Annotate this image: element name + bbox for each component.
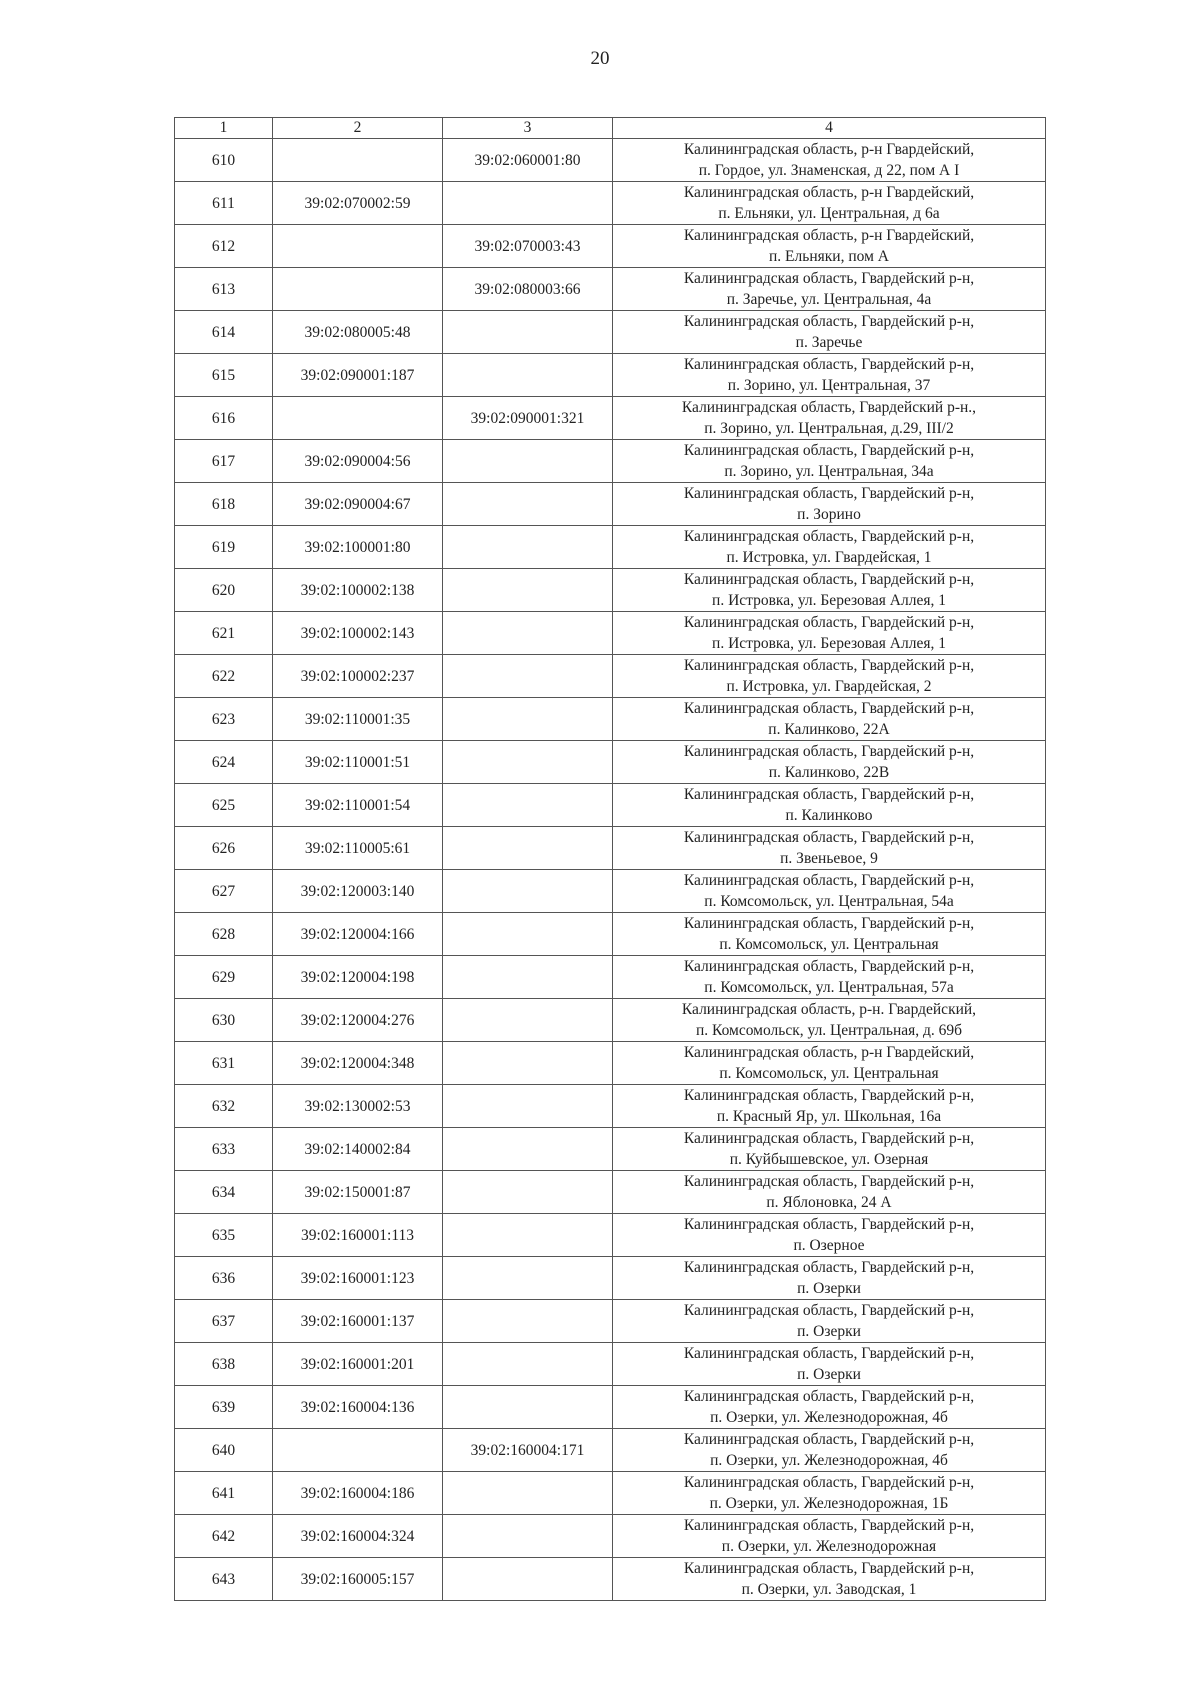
row-number-cell: 623	[175, 698, 273, 741]
row-number-cell: 643	[175, 1558, 273, 1601]
address-line-region: Калининградская область, Гвардейский р-н,	[683, 786, 975, 803]
cadastral-number-cell: 39:02:120004:348	[273, 1042, 443, 1085]
row-number-cell: 619	[175, 526, 273, 569]
premises-cadastral-number-cell	[443, 1386, 613, 1429]
premises-cadastral-number-cell	[443, 784, 613, 827]
address-cell	[613, 1386, 1046, 1429]
cadastral-number-cell: 39:02:090004:56	[273, 440, 443, 483]
address-line-locality: п. Красный Яр, ул. Школьная, 16а	[716, 1108, 942, 1125]
address-line-locality: п. Ельняки, пом А	[769, 248, 889, 265]
row-number-cell: 630	[175, 999, 273, 1042]
table-row	[175, 1257, 1046, 1300]
address-line-locality: п. Калинково	[785, 807, 873, 824]
address-cell	[613, 612, 1046, 655]
premises-cadastral-number-cell	[443, 1343, 613, 1386]
premises-cadastral-number-cell	[443, 741, 613, 784]
row-number-cell: 626	[175, 827, 273, 870]
cadastral-number-cell: 39:02:110001:51	[273, 741, 443, 784]
address-line-locality: п. Озерки, ул. Железнодорожная, 4б	[710, 1409, 948, 1426]
address-cell	[613, 827, 1046, 870]
address-line-locality: п. Озерки, ул. Железнодорожная, 1Б	[709, 1495, 949, 1512]
address-cell	[613, 1128, 1046, 1171]
address-line-locality: п. Калинково, 22А	[768, 721, 890, 738]
address-cell	[613, 784, 1046, 827]
table-row	[175, 1558, 1046, 1601]
address-cell	[613, 397, 1046, 440]
address-cell	[613, 311, 1046, 354]
premises-cadastral-number-cell: 39:02:060001:80	[443, 139, 613, 182]
address-line-locality: п. Зорино, ул. Центральная, 37	[727, 377, 931, 394]
address-cell	[613, 1515, 1046, 1558]
address-line-region: Калининградская область, Гвардейский р-н,	[683, 356, 975, 373]
cadastral-number-cell: 39:02:160001:137	[273, 1300, 443, 1343]
cadastral-number-cell: 39:02:080005:48	[273, 311, 443, 354]
cadastral-number-cell: 39:02:160004:186	[273, 1472, 443, 1515]
table-row	[175, 1042, 1046, 1085]
table-row	[175, 612, 1046, 655]
table-row	[175, 1343, 1046, 1386]
cadastral-number-cell: 39:02:120004:198	[273, 956, 443, 999]
table-row	[175, 182, 1046, 225]
address-cell	[613, 1042, 1046, 1085]
table-row	[175, 1300, 1046, 1343]
address-line-region: Калининградская область, Гвардейский р-н,	[683, 571, 975, 588]
address-line-locality: п. Озерное	[793, 1237, 865, 1254]
address-line-region: Калининградская область, Гвардейский р-н.,	[681, 399, 977, 416]
address-cell	[613, 268, 1046, 311]
address-line-locality: п. Озерки, ул. Железнодорожная, 4б	[710, 1452, 948, 1469]
premises-cadastral-number-cell	[443, 483, 613, 526]
premises-cadastral-number-cell	[443, 1472, 613, 1515]
address-line-locality: п. Заречье, ул. Центральная, 4а	[726, 291, 932, 308]
address-line-locality: п. Озерки, ул. Железнодорожная	[721, 1538, 937, 1555]
cadastral-number-cell: 39:02:120004:276	[273, 999, 443, 1042]
premises-cadastral-number-cell	[443, 1214, 613, 1257]
address-line-locality: п. Истровка, ул. Березовая Аллея, 1	[712, 592, 946, 609]
address-line-region: Калининградская область, Гвардейский р-н,	[683, 1474, 975, 1491]
premises-cadastral-number-cell: 39:02:160004:171	[443, 1429, 613, 1472]
table-row	[175, 569, 1046, 612]
cadastral-number-cell: 39:02:140002:84	[273, 1128, 443, 1171]
table-row	[175, 913, 1046, 956]
row-number-cell: 642	[175, 1515, 273, 1558]
cadastral-number-cell: 39:02:160004:136	[273, 1386, 443, 1429]
premises-cadastral-number-cell	[443, 913, 613, 956]
address-line-locality: п. Заречье	[795, 334, 863, 351]
address-line-locality: п. Звеньевое, 9	[780, 850, 878, 867]
address-line-region: Калининградская область, Гвардейский р-н,	[683, 1431, 975, 1448]
address-cell	[613, 225, 1046, 268]
row-number-cell: 640	[175, 1429, 273, 1472]
column-header-2: 2	[273, 118, 443, 139]
premises-cadastral-number-cell	[443, 1042, 613, 1085]
address-cell	[613, 1429, 1046, 1472]
address-line-region: Калининградская область, Гвардейский р-н,	[683, 915, 975, 932]
address-cell	[613, 1257, 1046, 1300]
table-row	[175, 1515, 1046, 1558]
address-line-region: Калининградская область, Гвардейский р-н,	[683, 1087, 975, 1104]
address-cell	[613, 1343, 1046, 1386]
address-cell	[613, 913, 1046, 956]
address-line-locality: п. Истровка, ул. Березовая Аллея, 1	[712, 635, 946, 652]
address-cell	[613, 1171, 1046, 1214]
address-cell	[613, 1085, 1046, 1128]
address-line-locality: п. Куйбышевское, ул. Озерная	[729, 1151, 929, 1168]
address-line-locality: п. Калинково, 22В	[768, 764, 890, 781]
table-row	[175, 526, 1046, 569]
row-number-cell: 622	[175, 655, 273, 698]
premises-cadastral-number-cell	[443, 827, 613, 870]
row-number-cell: 637	[175, 1300, 273, 1343]
table-row	[175, 655, 1046, 698]
cadastral-number-cell: 39:02:160004:324	[273, 1515, 443, 1558]
address-line-region: Калининградская область, Гвардейский р-н,	[683, 829, 975, 846]
row-number-cell: 618	[175, 483, 273, 526]
address-cell	[613, 870, 1046, 913]
premises-cadastral-number-cell	[443, 311, 613, 354]
address-line-region: Калининградская область, Гвардейский р-н,	[683, 313, 975, 330]
address-cell	[613, 569, 1046, 612]
cadastral-number-cell: 39:02:090004:67	[273, 483, 443, 526]
address-line-region: Калининградская область, Гвардейский р-н,	[683, 743, 975, 760]
cadastral-number-cell: 39:02:160001:113	[273, 1214, 443, 1257]
address-line-locality: п. Комсомольск, ул. Центральная	[719, 1065, 939, 1082]
address-line-locality: п. Озерки	[797, 1323, 861, 1340]
table-header-row	[175, 118, 1046, 139]
premises-cadastral-number-cell	[443, 1171, 613, 1214]
cadastral-number-cell	[273, 225, 443, 268]
address-line-region: Калининградская область, Гвардейский р-н,	[683, 528, 975, 545]
address-cell	[613, 698, 1046, 741]
row-number-cell: 613	[175, 268, 273, 311]
table-row	[175, 139, 1046, 182]
table-row	[175, 1429, 1046, 1472]
premises-cadastral-number-cell	[443, 182, 613, 225]
cadastral-number-cell: 39:02:160001:123	[273, 1257, 443, 1300]
table-row	[175, 311, 1046, 354]
address-line-region: Калининградская область, р-н Гвардейский,	[683, 184, 975, 201]
address-line-locality: п. Зорино, ул. Центральная, д.29, III/2	[704, 420, 954, 437]
address-line-region: Калининградская область, Гвардейский р-н,	[683, 872, 975, 889]
address-line-locality: п. Комсомольск, ул. Центральная, 54а	[704, 893, 954, 910]
address-cell	[613, 483, 1046, 526]
address-line-region: Калининградская область, Гвардейский р-н,	[683, 1216, 975, 1233]
column-header-4: 4	[613, 118, 1046, 139]
row-number-cell: 629	[175, 956, 273, 999]
table-row	[175, 1472, 1046, 1515]
address-line-region: Калининградская область, Гвардейский р-н,	[683, 270, 975, 287]
row-number-cell: 634	[175, 1171, 273, 1214]
table-row	[175, 741, 1046, 784]
table-row	[175, 1171, 1046, 1214]
premises-cadastral-number-cell	[443, 1085, 613, 1128]
address-line-locality: п. Истровка, ул. Гвардейская, 1	[726, 549, 932, 566]
row-number-cell: 610	[175, 139, 273, 182]
address-line-locality: п. Озерки	[797, 1280, 861, 1297]
cadastral-number-cell: 39:02:100002:138	[273, 569, 443, 612]
row-number-cell: 612	[175, 225, 273, 268]
address-cell	[613, 999, 1046, 1042]
premises-cadastral-number-cell	[443, 1257, 613, 1300]
table-row	[175, 483, 1046, 526]
address-cell	[613, 1214, 1046, 1257]
table-row	[175, 999, 1046, 1042]
cadastral-number-cell: 39:02:090001:187	[273, 354, 443, 397]
cadastral-number-cell: 39:02:110001:35	[273, 698, 443, 741]
address-line-region: Калининградская область, Гвардейский р-н,	[683, 1302, 975, 1319]
address-line-region: Калининградская область, Гвардейский р-н,	[683, 442, 975, 459]
address-line-region: Калининградская область, Гвардейский р-н,	[683, 1259, 975, 1276]
cadastral-number-cell: 39:02:100001:80	[273, 526, 443, 569]
premises-cadastral-number-cell	[443, 1300, 613, 1343]
table-row	[175, 870, 1046, 913]
address-cell	[613, 1558, 1046, 1601]
row-number-cell: 615	[175, 354, 273, 397]
premises-cadastral-number-cell	[443, 956, 613, 999]
cadastral-number-cell: 39:02:100002:143	[273, 612, 443, 655]
row-number-cell: 627	[175, 870, 273, 913]
premises-cadastral-number-cell	[443, 870, 613, 913]
row-number-cell: 638	[175, 1343, 273, 1386]
premises-cadastral-number-cell	[443, 1558, 613, 1601]
address-line-region: Калининградская область, р-н Гвардейский,	[683, 227, 975, 244]
address-line-region: Калининградская область, Гвардейский р-н,	[683, 485, 975, 502]
address-cell	[613, 440, 1046, 483]
cadastral-number-cell	[273, 268, 443, 311]
premises-cadastral-number-cell	[443, 1128, 613, 1171]
cadastral-number-cell: 39:02:120003:140	[273, 870, 443, 913]
column-header-1: 1	[175, 118, 273, 139]
cadastral-number-cell: 39:02:110005:61	[273, 827, 443, 870]
premises-cadastral-number-cell	[443, 655, 613, 698]
row-number-cell: 632	[175, 1085, 273, 1128]
address-line-locality: п. Комсомольск, ул. Центральная	[719, 936, 939, 953]
row-number-cell: 611	[175, 182, 273, 225]
table-body	[175, 139, 1046, 1601]
table-row	[175, 1085, 1046, 1128]
table-row	[175, 1386, 1046, 1429]
row-number-cell: 639	[175, 1386, 273, 1429]
address-cell	[613, 526, 1046, 569]
address-line-region: Калининградская область, Гвардейский р-н,	[683, 1560, 975, 1577]
address-cell	[613, 956, 1046, 999]
address-line-region: Калининградская область, Гвардейский р-н,	[683, 1345, 975, 1362]
row-number-cell: 633	[175, 1128, 273, 1171]
table-row	[175, 784, 1046, 827]
table-row	[175, 440, 1046, 483]
address-line-locality: п. Зорино, ул. Центральная, 34а	[724, 463, 934, 480]
row-number-cell: 624	[175, 741, 273, 784]
address-line-locality: п. Комсомольск, ул. Центральная, д. 69б	[695, 1022, 963, 1039]
premises-cadastral-number-cell: 39:02:090001:321	[443, 397, 613, 440]
row-number-cell: 616	[175, 397, 273, 440]
premises-cadastral-number-cell	[443, 999, 613, 1042]
table-row	[175, 268, 1046, 311]
table-row	[175, 698, 1046, 741]
cadastral-number-cell: 39:02:110001:54	[273, 784, 443, 827]
cadastral-number-cell	[273, 397, 443, 440]
address-line-locality: п. Гордое, ул. Знаменская, д 22, пом А I	[698, 162, 960, 179]
address-line-region: Калининградская область, Гвардейский р-н,	[683, 657, 975, 674]
address-line-locality: п. Ельняки, ул. Центральная, д 6а	[718, 205, 940, 222]
table-row	[175, 1214, 1046, 1257]
address-cell	[613, 741, 1046, 784]
premises-cadastral-number-cell	[443, 1515, 613, 1558]
registry-table	[174, 117, 1046, 1601]
row-number-cell: 635	[175, 1214, 273, 1257]
cadastral-number-cell: 39:02:150001:87	[273, 1171, 443, 1214]
page-number: 20	[590, 48, 610, 69]
table-row	[175, 397, 1046, 440]
row-number-cell: 641	[175, 1472, 273, 1515]
address-cell	[613, 1472, 1046, 1515]
address-line-region: Калининградская область, Гвардейский р-н,	[683, 1173, 975, 1190]
address-line-region: Калининградская область, р-н Гвардейский,	[683, 1044, 975, 1061]
table-row	[175, 225, 1046, 268]
address-line-region: Калининградская область, Гвардейский р-н,	[683, 1517, 975, 1534]
premises-cadastral-number-cell: 39:02:070003:43	[443, 225, 613, 268]
address-line-region: Калининградская область, Гвардейский р-н,	[683, 1388, 975, 1405]
address-line-locality: п. Яблоновка, 24 А	[766, 1194, 892, 1211]
address-line-region: Калининградская область, Гвардейский р-н,	[683, 1130, 975, 1147]
table-row	[175, 1128, 1046, 1171]
cadastral-number-cell: 39:02:160001:201	[273, 1343, 443, 1386]
table-row	[175, 827, 1046, 870]
address-cell	[613, 354, 1046, 397]
address-line-locality: п. Озерки, ул. Заводская, 1	[741, 1581, 917, 1598]
row-number-cell: 614	[175, 311, 273, 354]
row-number-cell: 617	[175, 440, 273, 483]
address-cell	[613, 655, 1046, 698]
address-line-locality: п. Озерки	[797, 1366, 861, 1383]
address-line-locality: п. Зорино	[797, 506, 861, 523]
address-line-locality: п. Истровка, ул. Гвардейская, 2	[726, 678, 932, 695]
row-number-cell: 636	[175, 1257, 273, 1300]
row-number-cell: 620	[175, 569, 273, 612]
cadastral-number-cell: 39:02:070002:59	[273, 182, 443, 225]
cadastral-number-cell: 39:02:100002:237	[273, 655, 443, 698]
premises-cadastral-number-cell	[443, 612, 613, 655]
row-number-cell: 628	[175, 913, 273, 956]
table-row	[175, 956, 1046, 999]
row-number-cell: 631	[175, 1042, 273, 1085]
premises-cadastral-number-cell	[443, 440, 613, 483]
cadastral-number-cell	[273, 139, 443, 182]
address-line-region: Калининградская область, Гвардейский р-н,	[683, 958, 975, 975]
premises-cadastral-number-cell: 39:02:080003:66	[443, 268, 613, 311]
address-cell	[613, 139, 1046, 182]
premises-cadastral-number-cell	[443, 354, 613, 397]
address-line-locality: п. Комсомольск, ул. Центральная, 57а	[704, 979, 954, 996]
cadastral-number-cell: 39:02:160005:157	[273, 1558, 443, 1601]
premises-cadastral-number-cell	[443, 569, 613, 612]
table-row	[175, 354, 1046, 397]
address-cell	[613, 182, 1046, 225]
premises-cadastral-number-cell	[443, 526, 613, 569]
cadastral-number-cell: 39:02:120004:166	[273, 913, 443, 956]
row-number-cell: 625	[175, 784, 273, 827]
column-header-3: 3	[443, 118, 613, 139]
cadastral-number-cell	[273, 1429, 443, 1472]
row-number-cell: 621	[175, 612, 273, 655]
address-line-region: Калининградская область, р-н Гвардейский,	[683, 141, 975, 158]
address-cell	[613, 1300, 1046, 1343]
address-line-region: Калининградская область, Гвардейский р-н,	[683, 614, 975, 631]
address-line-region: Калининградская область, Гвардейский р-н,	[683, 700, 975, 717]
address-line-region: Калининградская область, р-н. Гвардейский,	[681, 1001, 977, 1018]
cadastral-number-cell: 39:02:130002:53	[273, 1085, 443, 1128]
premises-cadastral-number-cell	[443, 698, 613, 741]
